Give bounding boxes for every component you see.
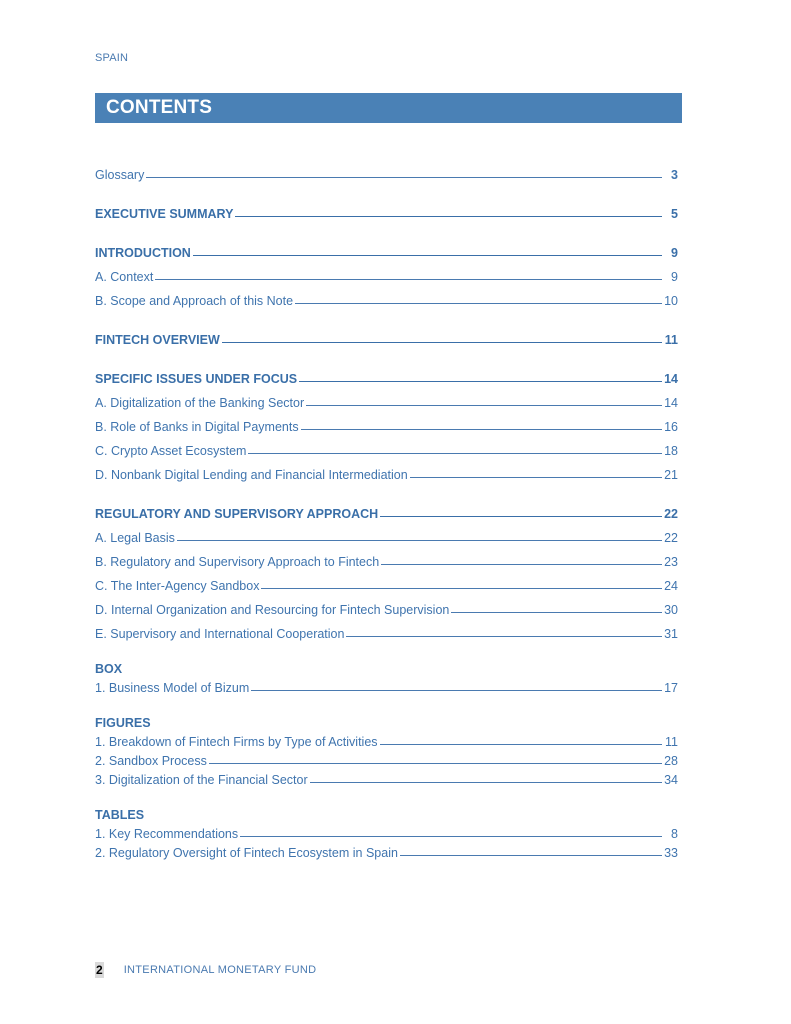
dot-leader	[380, 516, 662, 517]
footer-organization: INTERNATIONAL MONETARY FUND	[123, 964, 317, 976]
dot-leader	[248, 453, 662, 454]
dot-leader	[381, 564, 662, 565]
toc-entry-page: 34	[664, 773, 678, 787]
toc-entry-nonbank-lending[interactable]	[95, 458, 678, 482]
toc-entry-scope-approach[interactable]	[95, 284, 678, 308]
toc-entry-label: 2. Regulatory Oversight of Fintech Ecosystem in Spain	[95, 846, 398, 860]
toc-entry-label: Glossary	[95, 168, 145, 182]
toc-entry-glossary[interactable]	[95, 158, 678, 182]
toc-entry-label: 1. Business Model of Bizum	[95, 681, 250, 695]
toc-entry-crypto-asset[interactable]	[95, 434, 678, 458]
toc-entry-label: E. Supervisory and International Cooperation	[95, 627, 345, 641]
contents-title: CONTENTS	[106, 97, 213, 118]
toc-entry-label: A. Legal Basis	[95, 531, 175, 545]
toc-entry-table-2[interactable]	[95, 841, 678, 860]
toc-entry-regulatory-fintech[interactable]	[95, 545, 678, 569]
dot-leader	[155, 279, 662, 280]
dot-leader	[301, 429, 662, 430]
toc-entry-page: 16	[664, 420, 678, 434]
toc-entry-label: A. Digitalization of the Banking Sector	[95, 396, 305, 410]
toc-entry-introduction[interactable]	[95, 236, 678, 260]
toc-entry-regulatory-approach[interactable]	[95, 497, 678, 521]
toc-entry-sandbox[interactable]	[95, 569, 678, 593]
toc-entry-box-bizum[interactable]	[95, 676, 678, 695]
dot-leader	[222, 342, 662, 343]
toc-entry-table-1[interactable]	[95, 822, 678, 841]
toc-entry-page: 11	[664, 333, 678, 347]
running-head: SPAIN	[95, 52, 129, 64]
toc-entry-page: 28	[664, 754, 678, 768]
toc-entry-page: 30	[664, 603, 678, 617]
toc-entry-page: 14	[664, 372, 678, 386]
toc-entry-label: 1. Breakdown of Fintech Firms by Type of Activities	[95, 735, 378, 749]
toc-entry-label: B. Scope and Approach of this Note	[95, 294, 294, 308]
dot-leader	[261, 588, 662, 589]
dot-leader	[306, 405, 662, 406]
dot-leader	[240, 836, 662, 837]
toc-entry-context[interactable]	[95, 260, 678, 284]
toc-entry-page: 5	[671, 207, 678, 221]
dot-leader	[400, 855, 662, 856]
toc-entry-page: 3	[671, 168, 678, 182]
toc-entry-page: 10	[664, 294, 678, 308]
toc-entry-cooperation[interactable]	[95, 617, 678, 641]
dot-leader	[380, 744, 662, 745]
dot-leader	[193, 255, 662, 256]
toc-entry-label: REGULATORY AND SUPERVISORY APPROACH	[95, 507, 379, 521]
toc-entry-label: 2. Sandbox Process	[95, 754, 207, 768]
toc-entry-label: C. Crypto Asset Ecosystem	[95, 444, 247, 458]
dot-leader	[451, 612, 662, 613]
dot-leader	[299, 381, 662, 382]
toc-entry-page: 31	[664, 627, 678, 641]
toc-entry-label: EXECUTIVE SUMMARY	[95, 207, 234, 221]
toc-entry-label: FINTECH OVERVIEW	[95, 333, 220, 347]
toc-entry-executive-summary[interactable]	[95, 197, 678, 221]
figures-heading: FIGURES	[95, 716, 151, 730]
toc-entry-page: 33	[664, 846, 678, 860]
dot-leader	[209, 763, 662, 764]
toc-entry-page: 22	[664, 531, 678, 545]
dot-leader	[251, 690, 662, 691]
toc-entry-label: INTRODUCTION	[95, 246, 191, 260]
dot-leader	[410, 477, 662, 478]
dot-leader	[346, 636, 662, 637]
toc-entry-figure-1[interactable]	[95, 730, 678, 749]
toc-entry-page: 21	[664, 468, 678, 482]
toc-entry-page: 23	[664, 555, 678, 569]
toc-entry-page: 17	[664, 681, 678, 695]
table-of-contents	[95, 158, 678, 860]
toc-entry-specific-issues[interactable]	[95, 362, 678, 386]
dot-leader	[235, 216, 662, 217]
toc-entry-fintech-overview[interactable]	[95, 323, 678, 347]
toc-entry-label: D. Internal Organization and Resourcing for Fintech Supervision	[95, 603, 450, 617]
contents-banner	[95, 93, 682, 123]
toc-entry-page: 11	[665, 735, 678, 749]
toc-entry-page: 8	[671, 827, 678, 841]
box-heading: BOX	[95, 662, 123, 676]
toc-entry-page: 14	[664, 396, 678, 410]
toc-entry-internal-organization[interactable]	[95, 593, 678, 617]
toc-entry-label: B. Role of Banks in Digital Payments	[95, 420, 299, 434]
dot-leader	[146, 177, 662, 178]
toc-entry-page: 22	[664, 507, 678, 521]
toc-entry-page: 18	[664, 444, 678, 458]
dot-leader	[295, 303, 662, 304]
toc-entry-label: C. The Inter-Agency Sandbox	[95, 579, 260, 593]
dot-leader	[177, 540, 662, 541]
toc-entry-legal-basis[interactable]	[95, 521, 678, 545]
toc-entry-label: A. Context	[95, 270, 154, 284]
toc-entry-figure-2[interactable]	[95, 749, 678, 768]
toc-entry-label: 1. Key Recommendations	[95, 827, 239, 841]
toc-entry-page: 9	[671, 270, 678, 284]
toc-entry-page: 24	[664, 579, 678, 593]
toc-entry-figure-3[interactable]	[95, 768, 678, 787]
toc-entry-role-of-banks[interactable]	[95, 410, 678, 434]
page-number: 2	[96, 963, 103, 977]
toc-entry-label: SPECIFIC ISSUES UNDER FOCUS	[95, 372, 298, 386]
toc-entry-label: 3. Digitalization of the Financial Sector	[95, 773, 308, 787]
tables-heading: TABLES	[95, 808, 145, 822]
toc-entry-digitalization-banking[interactable]	[95, 386, 678, 410]
toc-entry-label: D. Nonbank Digital Lending and Financial Intermediation	[95, 468, 408, 482]
dot-leader	[310, 782, 662, 783]
toc-entry-label: B. Regulatory and Supervisory Approach to Fintech	[95, 555, 380, 569]
toc-entry-page: 9	[671, 246, 678, 260]
page-footer	[95, 962, 316, 978]
